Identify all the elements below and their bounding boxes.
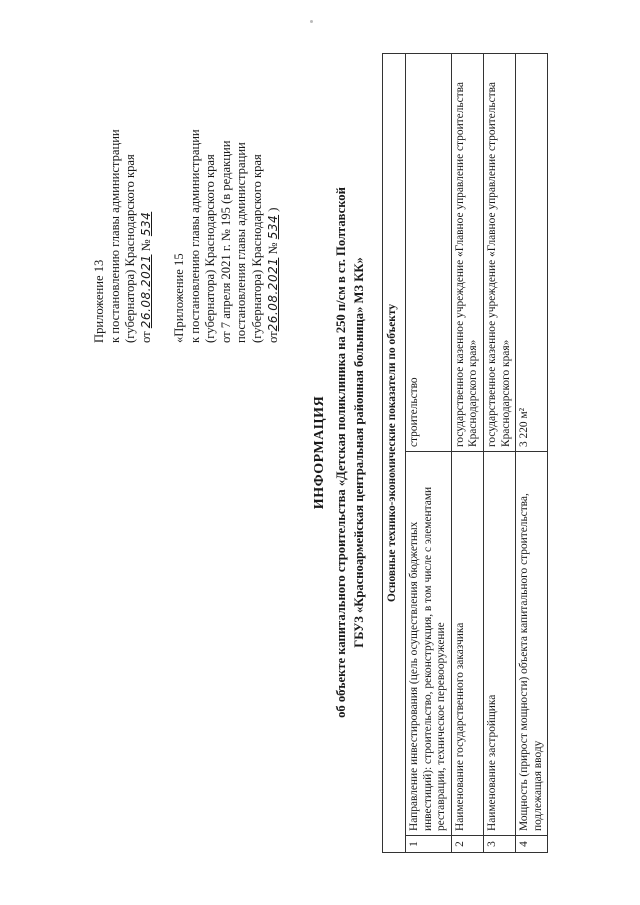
appendix-13-block [92,129,154,343]
table-header-row [383,54,406,853]
row-value: государственное казенное учреждение «Главное управление строительства Краснодарского края» [483,54,515,452]
row-label: Мощность (прирост мощности) объекта капитального строительства, подлежащая вводу [516,452,548,836]
row-label: Наименование застройщика [483,452,515,836]
row-value: 3 220 м² [516,54,548,452]
appendix-13-title: Приложение 13 [92,259,106,343]
appendix-13-line2: к постановлению главы администрации [107,129,122,343]
appendix-15-block [172,129,281,343]
appendix-15-title: «Приложение 15 [172,253,186,343]
appendix-15-date-line [266,129,282,343]
appendix-15-line3: (губернатора) Краснодарского края [203,154,218,343]
appendix-13-from: от [138,331,153,343]
appendix-13-date: 26.08.2021 [138,254,153,329]
appendix-13-no: № [138,239,153,252]
table-row [516,54,548,853]
appendix-15-line2: к постановлению главы администрации [187,129,202,343]
table-row [451,54,483,853]
appendix-15-no: № [265,242,280,255]
indicators-table [382,53,548,853]
appendix-15-line6: (губернатора) Краснодарского края [249,154,264,343]
table-header: Основные технико-экономические показатели по объекту [383,54,406,853]
appendix-15-line4: от 7 апреля 2021 г. № 195 (в редакции [218,140,233,343]
table-row [483,54,515,853]
row-number: 4 [516,836,548,853]
appendix-15-close: ) [265,207,280,212]
table-row [406,54,452,853]
row-number: 1 [406,836,452,853]
document-heading: ИНФОРМАЦИЯ [312,395,327,510]
appendix-15-from: от [265,331,280,343]
row-number: 3 [483,836,515,853]
document-subtitle-line2: ГБУЗ «Красноармейская центральная районная больница» МЗ КК» [352,257,366,648]
appendix-13-number: 534 [138,211,153,237]
row-value: строительство [406,54,452,452]
appendix-13-line3: (губернатора) Краснодарского края [123,154,138,343]
appendix-15-line5: постановления главы администрации [234,142,249,343]
row-number: 2 [451,836,483,853]
row-label: Наименование государственного заказчика [451,452,483,836]
row-label: Направление инвестирования (цель осуществления бюджетных инвестиций): строительство, реконструкция, в том числе с элементами реставрации, техническое перевооружение [406,452,452,836]
row-value: государственное казенное учреждение «Главное управление строительства Краснодарского края» [451,54,483,452]
appendix-13-date-line [139,129,155,343]
appendix-15-date: 26.08.2021 [265,257,280,332]
document-subtitle-line1: об объекте капитального строительства «Детская поликлиника на 250 п/см в ст. Полтавской [334,187,348,718]
appendix-15-number: 534 [265,214,280,240]
